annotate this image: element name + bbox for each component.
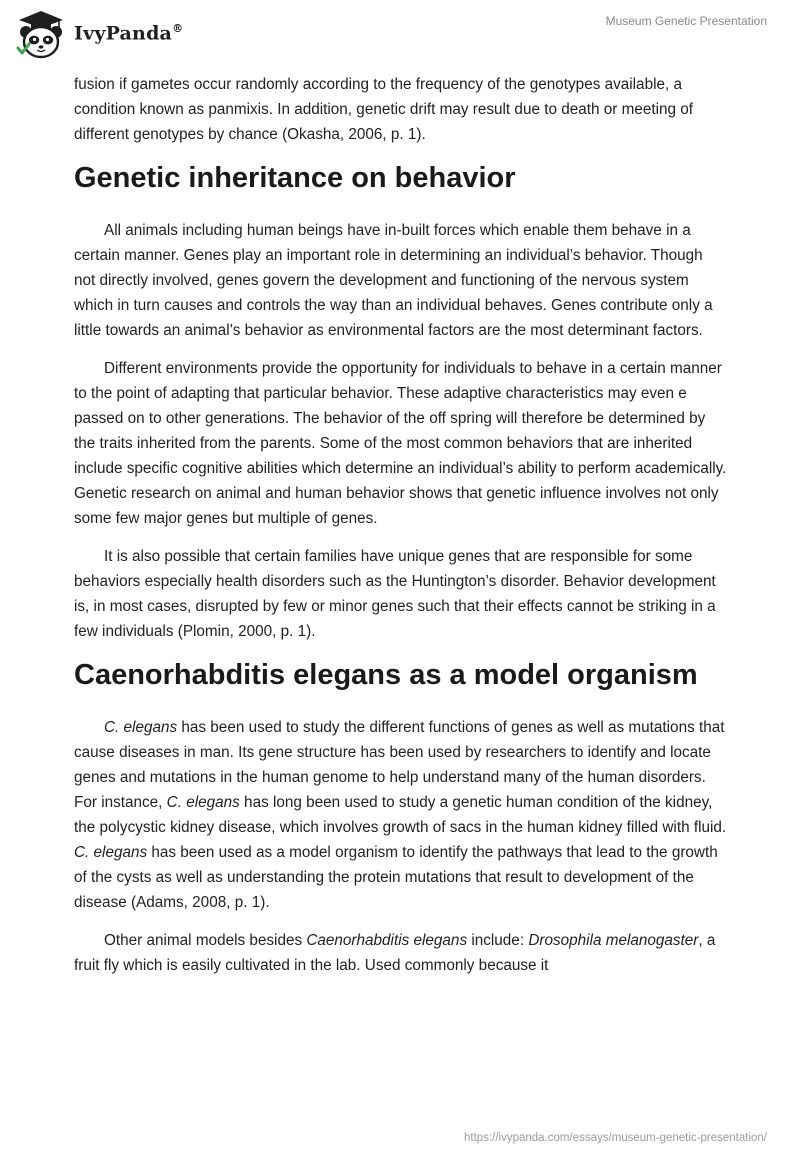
paragraph: It is also possible that certain families have unique genes that are responsible for some behaviors especially health disorders such as the Huntington’s disorder. Behavior development is, in most cases, disrupted by few or minor genes such that their effects cannot be striking in a few individuals (Plomin, 2000, p. 1). bbox=[74, 548, 716, 640]
paragraph: C. elegans has been used to study the different functions of genes as well as mutations that cause diseases in man. Its gene structure has been used by researchers to identify and locate genes and mutations in the human genome to help understand many of the human disorders. For instance, C. elegans has long been used to study a genetic human condition of the kidney, the polycystic kidney disease, which involves growth of sacs in the human kidney filled with fluid. C. elegans has been used as a model organism to identify the pathways that lead to the growth of the cysts as well as understanding the protein mutations that result to development of the disease (Adams, 2008, p. 1). bbox=[74, 719, 727, 911]
source-url[interactable]: https://ivypanda.com/essays/museum-genetic-presentation/ bbox=[464, 1132, 767, 1144]
brand-name: IvyPanda® bbox=[74, 21, 184, 45]
panda-logo-icon bbox=[14, 8, 68, 62]
section-heading: Genetic inheritance on behavior bbox=[74, 162, 516, 194]
document-title: Museum Genetic Presentation bbox=[605, 14, 767, 28]
species-name: C. elegans bbox=[166, 794, 240, 811]
paragraph: Other animal models besides Caenorhabditis elegans include: Drosophila melanogaster, a fruit fly which is easily cultivated in the lab. Used commonly because it bbox=[74, 932, 716, 974]
article-body bbox=[74, 72, 728, 991]
section-heading: Caenorhabditis elegans as a model organism bbox=[74, 659, 698, 691]
species-name: C. elegans bbox=[74, 844, 148, 861]
logo[interactable] bbox=[14, 8, 183, 62]
page-header bbox=[0, 0, 800, 70]
species-name: Drosophila melanogaster bbox=[528, 932, 699, 949]
species-name: C. elegans bbox=[104, 719, 178, 736]
paragraph: All animals including human beings have in-built forces which enable them behave in a certain manner. Genes play an important role in determining an individual’s behavior. Though not directly involved, genes govern the development and functioning of the nervous system which in turn causes and controls the way than an individual behaves. Genes contribute only a little towards an animal’s behavior as environmental factors are the most determinant factors. bbox=[74, 222, 713, 339]
paragraph: fusion if gametes occur randomly according to the frequency of the genotypes available, a condition known as panmixis. In addition, genetic drift may result due to death or meeting of different genotypes by chance (Okasha, 2006, p. 1). bbox=[74, 76, 694, 143]
paragraph: Different environments provide the opportunity for individuals to behave in a certain manner to the point of adapting that particular behavior. These adaptive characteristics may even e passed on to other generations. The behavior of the off spring will therefore be determined by the traits inherited from the parents. Some of the most common behaviors that are inherited include specific cognitive abilities which determine an individual’s ability to perform academically. Genetic research on animal and human behavior shows that genetic influence involves not only some few major genes but multiple of genes. bbox=[74, 360, 727, 527]
species-name: Caenorhabditis elegans bbox=[306, 932, 468, 949]
